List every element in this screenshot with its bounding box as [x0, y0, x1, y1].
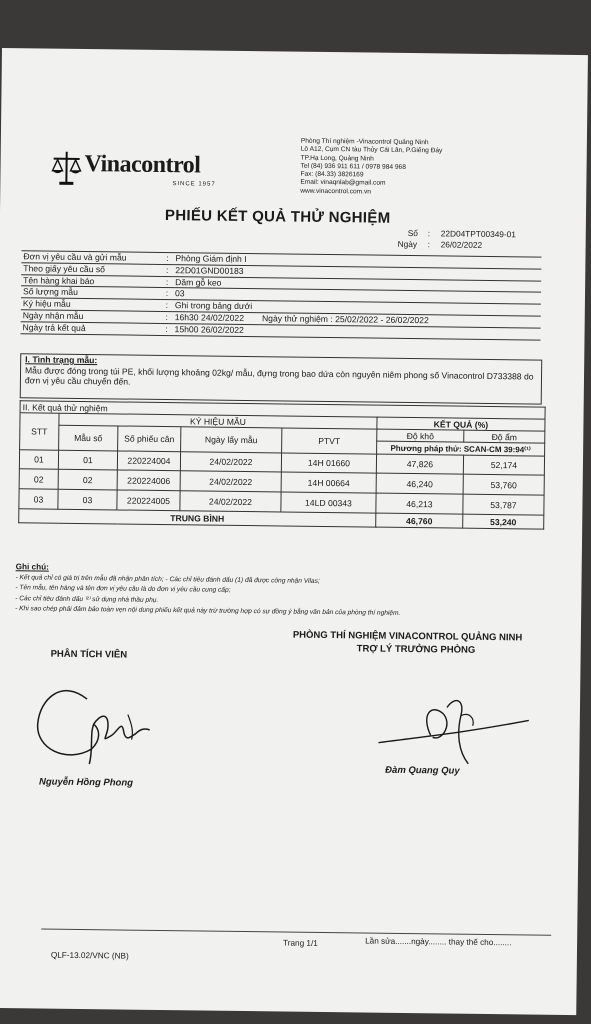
lab-line: Lô A12, Cụm CN tàu Thủy Cái Lân, P.Giếng Đáy: [300, 145, 443, 155]
left-signer-name: Nguyễn Hồng Phong: [38, 776, 134, 789]
ref-number: 22D04TPT00349-01: [440, 228, 517, 240]
right-signer-name: Đàm Quang Quy: [385, 764, 460, 777]
section-text: Mẫu được đóng trong túi PE, khối lượng khoảng 02kg/ mẫu, đựng trong bao dứa còn nguyên niêm phong số Vinacontrol D733388 do đơn vị yêu cầu chuyển đến.: [24, 364, 534, 387]
average-row: TRUNG BÌNH 46,760 53,240: [19, 509, 544, 529]
ref-date: 26/02/2022: [440, 239, 483, 250]
note-line: - Khi sao chép phải đảm bảo toàn vẹn nội dung phiếu kết quả này trừ trường hợp có sự đồng ý bằng văn bản của phòng thí nghiệm.: [15, 605, 401, 617]
info-row: Ký hiệu mẫu : Ghi trong bảng dưới: [21, 298, 541, 316]
lab-contact-block: [300, 138, 442, 198]
right-signer-role: TRỢ LÝ TRƯỞNG PHÒNG: [356, 643, 476, 656]
lab-org-name: PHÒNG THÍ NGHIỆM VINACONTROL QUẢNG NINH: [292, 629, 523, 644]
ref-number-label: Số: [407, 227, 418, 239]
left-signer-role: PHÂN TÍCH VIÊN: [50, 648, 128, 661]
footer-divider: [41, 929, 551, 936]
page-number: Trang 1/1: [283, 938, 318, 948]
sample-info-table: [21, 250, 542, 340]
lab-line: TP.Hạ Long, Quảng Ninh: [300, 154, 374, 163]
vinacontrol-logo: [50, 149, 221, 193]
notes-section: Ghi chú: - Kết quả chỉ có giá trị trên mẫu đã nhận phân tích; - Các chỉ tiêu đánh dấu (1) đã được công nhận Vilas; - Tên mẫu, tên hàng và tên đơn vị yêu cầu là do đơn vị yêu cầu cung cấp; - Các chỉ tiêu đánh dấu ⁽²⁾ sử dụng nhà thầu phụ. - Khi sao chép phải đảm bảo toàn vẹn nội dung phiếu kết quả này trừ trường hợp có sự đồng ý bằng văn bản của phòng thí nghiệm.: [15, 562, 564, 621]
info-row: Ngày nhận mẫu : 16h30 24/02/2022 Ngày thử nghiệm : 25/02/2022 - 26/02/2022: [21, 310, 541, 328]
lab-line: Phòng Thí nghiệm -Vinacontrol Quảng Ninh: [300, 137, 429, 147]
form-code: QLF-13.02/VNC (NB): [50, 950, 129, 961]
revision-line: Lần sửa.......ngày........ thay thế cho........: [365, 936, 512, 948]
sample-condition-section: [20, 353, 543, 404]
info-row: Theo giấy yêu cầu số : 22D01GND00183: [21, 263, 541, 281]
signature-right-icon: [368, 685, 539, 767]
info-row: Đơn vị yêu cầu và gửi mẫu : Phòng Giám định I: [21, 251, 541, 269]
note-line: - Kết quả chỉ có giá trị trên mẫu đã nhận phân tích; - Các chỉ tiêu đánh dấu (1) đã được công nhận Vilas;: [15, 573, 320, 585]
info-row: Ngày trả kết quả : 15h00 26/02/2022: [21, 322, 541, 340]
lab-line: Tel (84) 936 911 611 / 0978 984 968: [300, 162, 406, 171]
logo-since: SINCE 1957: [172, 181, 216, 188]
results-heading: II. Kết quả thử nghiệm: [20, 401, 545, 419]
document-title: PHIẾU KẾT QUẢ THỬ NGHIỆM: [164, 207, 391, 227]
logo-brand: Vinacontrol: [84, 151, 201, 179]
table-row: 03 03 220224005 24/02/2022 14LD 00343 46,213 53,787: [19, 489, 544, 515]
scale-emblem-icon: [50, 149, 82, 189]
lab-line: Email: vinaqnlab@gmail.com: [300, 179, 386, 188]
info-row: Tên hàng khai báo : Dăm gỗ keo: [21, 274, 541, 292]
table-row: 01 01 220224004 24/02/2022 14H 01660 47,826 52,174: [19, 450, 544, 475]
lab-line: www.vinacontrol.com.vn: [300, 187, 372, 196]
ref-date-label: Ngày: [397, 238, 418, 250]
note-line: - Các chỉ tiêu đánh dấu ⁽²⁾ sử dụng nhà thầu phụ.: [15, 594, 159, 604]
info-row: Số lượng mẫu : 03: [21, 286, 541, 304]
note-line: - Tên mẫu, tên hàng và tên đơn vị yêu cầu là do đơn vị yêu cầu cung cấp;: [15, 584, 231, 594]
results-table: II. Kết quả thử nghiệm STT KÝ HIỆU MẪU KẾT QUẢ (%) Mẫu số Số phiếu cân Ngày lấy mẫu PTVT Độ khô Độ ẩm Phương pháp thử: SCAN-CM 39:94⁽¹⁾ 01 01 220224004 24/02/2022 14H 01660 47,826 52,174 02 02 220224006 24/02/2022 14H 00664 46,240 53,760 03 03 220224005 24/02/2022 14LD 00343 46,213 53,787 TRUNG BÌNH 46,760 53,240: [18, 400, 545, 529]
document-page: Vinacontrol SINCE 1957 Phòng Thí nghiệm -Vinacontrol Quảng Ninh Lô A12, Cụm CN tàu Thủy Cái Lân, P.Giếng Đáy TP.Hạ Long, Quảng Ninh Tel (84) 936 911 611 / 0978 984 968 Fax: (84.33) 3826169 Email: vinaqnlab@gmail.com www.vinacontrol.com.vn PHIẾU KẾT QUẢ THỬ NGHIỆM Số : 22D04TPT00349-01 Ngày : 26/02/2022 Đơn vị yêu cầu và gửi mẫu : Phòng Giám định I Theo giấy yêu cầu số : 22D01GND00183 Tên hàng khai báo : Dăm gỗ keo Số lượng mẫu : 03 Ký hiệu mẫu : Ghi trong bảng dưới Ngày nhận mẫu : 16h30 24/02/2022 Ngày thử nghiệm : 25/02/2022 - 26/02/2022 Ngày trả kết quả : 15h00 26/02/2022 I. Tình trạng mẫu: Mẫu được đóng trong túi PE, khối lượng khoảng 02kg/ mẫu, đựng trong bao dứa còn nguyên niêm phong số Vinacontrol D733388 do đơn vị yêu cầu chuyển đến. II. Kết quả thử nghiệm STT KÝ HIỆU MẪU KẾT QUẢ (%) Mẫu số Số phiếu cân Ngày lấy mẫu PTVT Độ khô Độ ẩm Phương pháp thử: SCAN-CM 39:94⁽¹⁾ 01 01 220224004 24/02/2022 14H 01660 47,826 52,174 02 02 220224006 24/02/2022 14H 00664 46,240 53,760 03 03 220224005 24/02/2022 14LD 00343 46,213 53,787 TRUNG BÌNH 46,760 53,240 Ghi chú: - Kết quả chỉ có giá trị trên mẫu đã nhận phân tích; - Các chỉ tiêu đánh dấu (1) đã được công nhận Vilas; - Tên mẫu, tên hàng và tên đơn vị yêu cầu là do đơn vị yêu cầu cung cấp; - Các chỉ tiêu đánh dấu ⁽²⁾ sử dụng nhà thầu phụ. - Khi sao chép phải đảm bảo toàn vẹn nội dung phiếu kết quả này trừ trường hợp có sự đồng ý bằng văn bản của phòng thí nghiệm. PHÒNG THÍ NGHIỆM VINACONTROL QUẢNG NINH TRỢ LÝ TRƯỞNG PHÒNG PHÂN TÍCH VIÊN Nguyễn Hồng Phong Đàm Quang Quy QLF-13.02/VNC (NB) Trang 1/1 Lần sửa.......ngày........ thay thế cho........: [0, 48, 588, 1015]
table-row: 02 02 220224006 24/02/2022 14H 00664 46,240 53,760: [19, 469, 544, 495]
lab-line: Fax: (84.33) 3826169: [300, 170, 364, 179]
signature-left-icon: [31, 668, 172, 765]
section-heading: I. Tình trạng mẫu:: [25, 354, 98, 366]
